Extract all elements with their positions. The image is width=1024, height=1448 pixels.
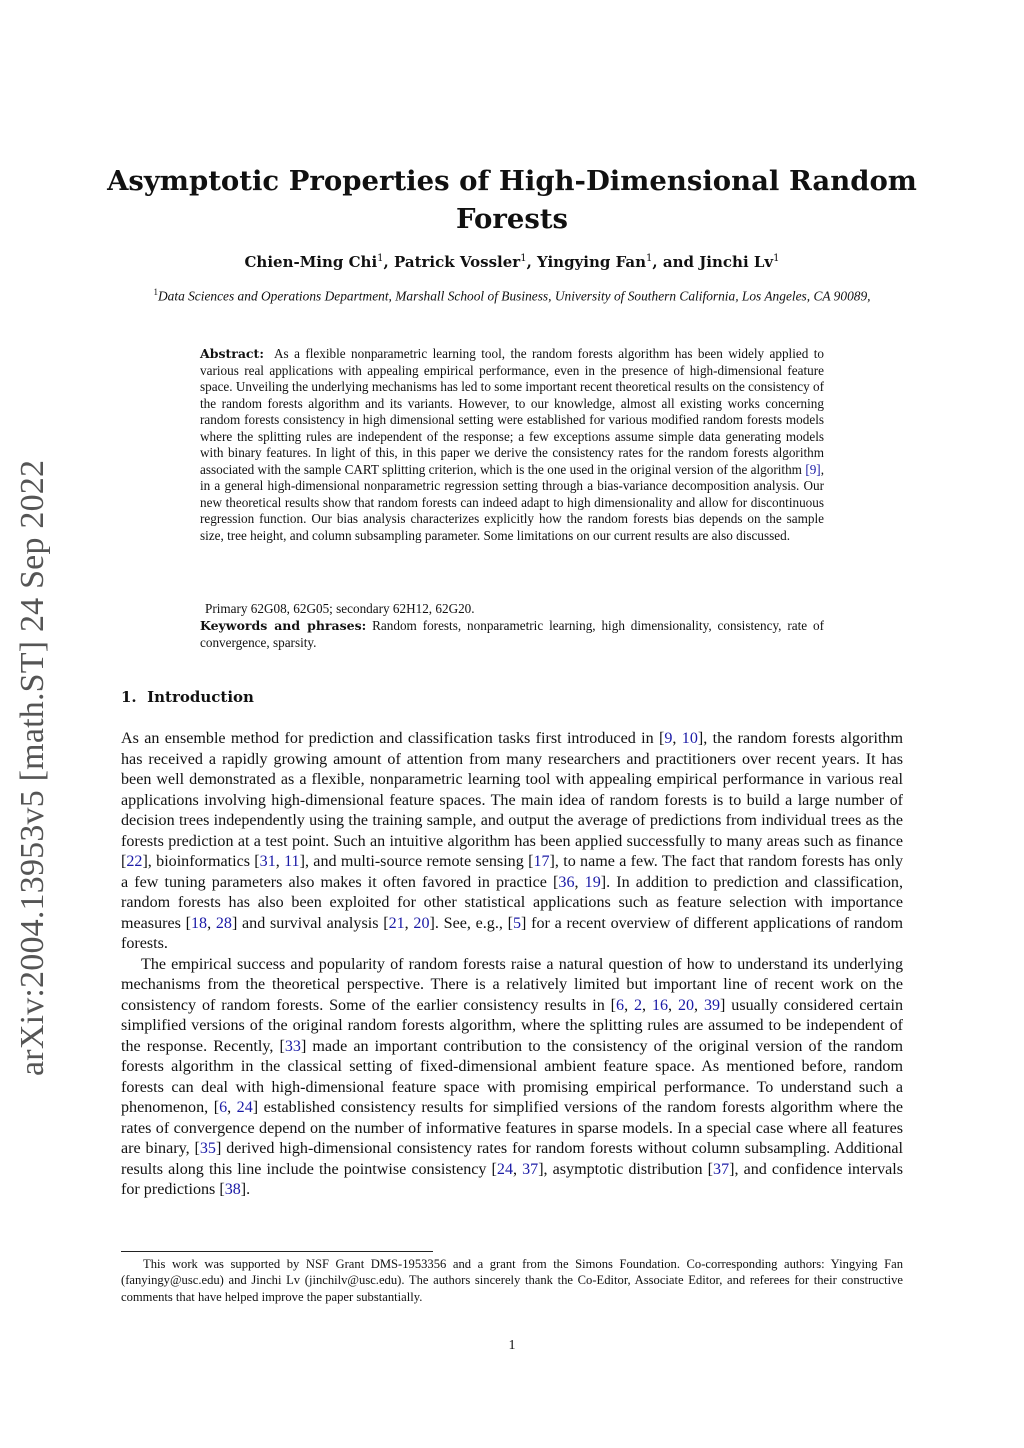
citation-link[interactable]: 38 bbox=[224, 1181, 241, 1198]
author-name: Patrick Vossler bbox=[394, 253, 521, 271]
affiliation bbox=[140, 284, 884, 304]
text-run: ] established consistency results for simplified versions of the random forests algorithm where the rates of convergence depend on the number of informative features in sparse models. In a special case where all features are binary, [ bbox=[121, 1099, 904, 1157]
text-run: , bbox=[668, 996, 678, 1014]
citation-link[interactable]: 39 bbox=[703, 996, 721, 1014]
affiliation-text: Data Sciences and Operations Department, Marshall School of Business, University of Southern California, Los Angeles, CA 90089, bbox=[157, 288, 871, 304]
text-run: The empirical success and popularity of random forests raise a natural question of how to understand its underlying mechanisms from the theoretical perspective. There is a relatively limited but important line of recent work on the consistency of random forests. Some of the earlier consistency results in [ bbox=[121, 955, 903, 1014]
keywords bbox=[200, 618, 824, 651]
citation-link[interactable]: 18 bbox=[190, 914, 208, 932]
author-name: Jinchi Lv bbox=[699, 253, 774, 271]
paragraph bbox=[121, 729, 903, 955]
text-run: ], asymptotic distribution [ bbox=[538, 1160, 714, 1178]
footnote-divider bbox=[121, 1251, 433, 1252]
abstract bbox=[200, 346, 824, 544]
text-run: As an ensemble method for prediction and classification tasks first introduced in [ bbox=[121, 730, 665, 747]
citation-link[interactable]: 5 bbox=[513, 914, 522, 932]
msc-classification: Primary 62G08, 62G05; secondary 62H12, 62G20. bbox=[205, 601, 475, 616]
text-run: ] usually considered certain simplified versions of the original random forests algorithm, where the splitting rules are assumed to be independent of the response. Recently, [ bbox=[121, 996, 904, 1055]
citation-link[interactable]: 20 bbox=[677, 996, 695, 1014]
affiliation-mark: 1 bbox=[153, 287, 158, 297]
author-name: Chien-Ming Chi bbox=[244, 253, 378, 271]
citation-link[interactable]: 35 bbox=[199, 1140, 216, 1157]
citation-link[interactable]: 11 bbox=[284, 853, 300, 870]
arxiv-identifier: arXiv:2004.13953v5 [math.ST] 24 Sep 2022 bbox=[14, 459, 51, 1076]
text-run: ], the random forests algorithm has received a rapidly growing amount of attention from many researchers and practitioners over recent years. It has been well demonstrated as a flexible, nonparametric learning tool with appealing empirical performance in various real applications involving high-dimensional feature spaces. The main idea of random forests is to build a large number of decision trees independently using the training sample, and output the average of predictions from individual trees as the forests prediction at a test point. Such an intuitive algorithm has been applied successfully to many areas such as finance [ bbox=[121, 730, 903, 870]
citation-link[interactable]: 24 bbox=[496, 1160, 513, 1178]
text-run: , bbox=[694, 996, 704, 1014]
section-heading bbox=[121, 688, 254, 706]
section-number: 1. bbox=[121, 688, 137, 706]
author-affiliation-mark: 1 bbox=[377, 253, 384, 264]
text-run: , bbox=[207, 914, 216, 932]
text-run: ] for a recent overview of different applications of random forests. bbox=[121, 914, 904, 952]
citation-link[interactable]: 2 bbox=[634, 996, 643, 1014]
page-number: 1 bbox=[508, 1338, 516, 1353]
author-affiliation-mark: 1 bbox=[646, 253, 653, 264]
text-run: ], and multi-source remote sensing [ bbox=[299, 853, 534, 870]
citation-link[interactable]: 21 bbox=[388, 914, 405, 932]
keywords-label: Keywords and phrases: bbox=[200, 618, 367, 633]
paper-title: Asymptotic Properties of High-Dimensional Random Forests bbox=[107, 165, 917, 235]
abstract-label: Abstract: bbox=[200, 346, 264, 361]
citation-link[interactable]: 17 bbox=[533, 853, 550, 870]
citation-link[interactable]: 37 bbox=[522, 1160, 539, 1178]
abstract-text: , in a general high-dimensional nonparametric regression setting through a bias-variance decomposition analysis. Our new theoretical results show that random forests can indeed adapt to high dimensionality and allow for discontinuous regression function. Our bias analysis characterizes explicitly how the random forests bias depends on the sample size, tree height, and column subsampling parameter. Some limitations on our current results are also discussed. bbox=[200, 461, 824, 543]
citation-link[interactable]: 37 bbox=[713, 1160, 730, 1178]
citation-link[interactable]: 9 bbox=[664, 730, 673, 747]
citation-link[interactable]: 6 bbox=[616, 996, 625, 1014]
text-run: ] derived high-dimensional consistency rates for random forests without column subsampling. Additional results along this line include the pointwise consistency [ bbox=[121, 1140, 903, 1178]
text-run: , bbox=[512, 1160, 523, 1178]
paragraph bbox=[121, 955, 903, 1201]
citation-link[interactable]: 36 bbox=[558, 873, 575, 891]
citation-link[interactable]: 33 bbox=[284, 1037, 301, 1055]
text-run: ]. bbox=[240, 1181, 251, 1198]
author-affiliation-mark: 1 bbox=[520, 253, 527, 264]
author-list: Chien-Ming Chi$^1$, Patrick Vossler$^1$, Yingying Fan$^1$, and Jinchi Lv$^1$ bbox=[244, 253, 780, 271]
text-run: , bbox=[227, 1099, 237, 1116]
citation-link[interactable]: 31 bbox=[259, 853, 276, 870]
text-run: , bbox=[642, 996, 652, 1014]
text-run: , bbox=[275, 853, 285, 870]
text-run: ] made an important contribution to the consistency of the original version of the random forests algorithm in the classical setting of fixed-dimensional ambient feature space. As mentioned before, random forests can deal with high-dimensional feature space with promising empirical performance. To understand such a phenomenon, [ bbox=[121, 1037, 903, 1116]
text-run: ], and confidence intervals for predictions [ bbox=[121, 1160, 904, 1198]
text-run: , bbox=[404, 914, 414, 932]
text-run: ], bioinformatics [ bbox=[142, 853, 260, 870]
citation-link[interactable]: 19 bbox=[584, 873, 601, 891]
author-affiliation-mark: 1 bbox=[773, 253, 780, 264]
section-title: Introduction bbox=[147, 688, 254, 706]
citation-link[interactable]: 24 bbox=[236, 1099, 253, 1116]
citation-link[interactable]: 16 bbox=[651, 996, 669, 1014]
keywords-text: Random forests, nonparametric learning, high dimensionality, consistency, rate of convergence, sparsity. bbox=[200, 618, 824, 650]
text-run: , bbox=[574, 873, 585, 891]
citation-link[interactable]: [9] bbox=[805, 461, 821, 477]
footnote: This work was supported by NSF Grant DMS-1953356 and a grant from the Simons Foundation. Co-corresponding authors: Yingying Fan (fanyingy@usc.edu) and Jinchi Lv (jinchilv@usc.edu). The authors sincerely thank the Co-Editor, Associate Editor, and referees for their constructive comments that have helped improve the paper substantially. bbox=[121, 1257, 903, 1304]
text-run: ] and survival analysis [ bbox=[231, 914, 389, 932]
body-text bbox=[121, 729, 903, 1201]
citation-link[interactable]: 6 bbox=[219, 1099, 228, 1116]
text-run: ], to name a few. The fact that random forests has only a few tuning parameters also makes it often favored in practice [ bbox=[121, 853, 904, 891]
text-run: , bbox=[624, 996, 634, 1014]
author-name: Yingying Fan bbox=[537, 253, 647, 271]
citation-link[interactable]: 22 bbox=[126, 853, 143, 870]
citation-link[interactable]: 10 bbox=[681, 730, 698, 747]
abstract-text: As a flexible nonparametric learning tool, the random forests algorithm has been widely applied to various real applications with appealing empirical performance, even in the presence of high-dimensional feature space. Unveiling the underlying mechanisms has led to some important recent theoretical results on the consistency of the random forests algorithm and its variants. However, to our knowledge, almost all existing works concerning random forests consistency in high dimensional setting were established for various modified random forests models where the splitting rules are independent of the response; a few exceptions assume simple data generating models with binary features. In light of this, in this paper we derive the consistency rates for the random forests algorithm associated with the sample CART splitting criterion, which is the one used in the original version of the algorithm bbox=[200, 346, 824, 477]
text-run: ]. In addition to prediction and classification, random forests has also been exploited for other statistical applications such as feature selection with importance measures [ bbox=[121, 873, 903, 932]
citation-link[interactable]: 28 bbox=[215, 914, 232, 932]
citation-link[interactable]: 20 bbox=[413, 914, 430, 932]
text-run: ]. See, e.g., [ bbox=[429, 914, 513, 932]
text-run: , bbox=[672, 730, 682, 747]
